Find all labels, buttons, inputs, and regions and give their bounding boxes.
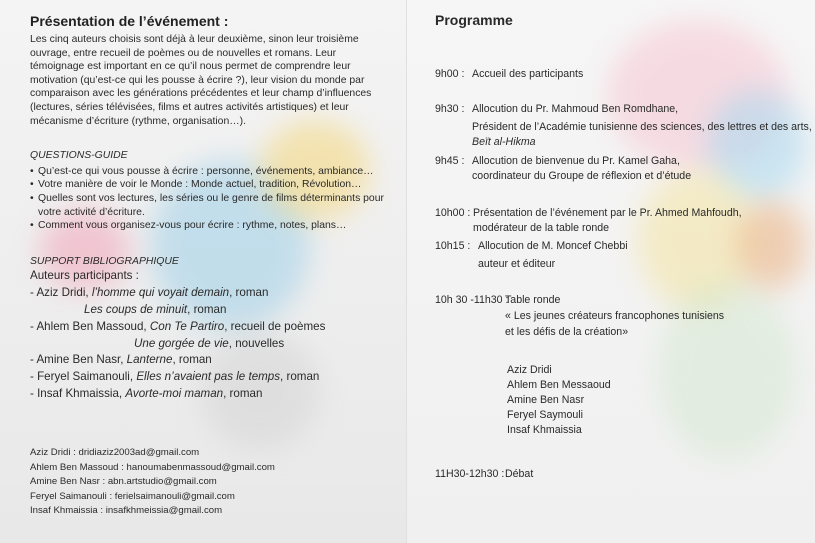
item-time: 9h30 : bbox=[435, 103, 465, 115]
presentation-section bbox=[30, 12, 392, 403]
email-line: Feryel Saimanouli : ferielsaimanouli@gmail.com bbox=[30, 490, 235, 502]
book-genre: , roman bbox=[229, 286, 269, 300]
contact-emails bbox=[30, 446, 275, 519]
paint-splash-orange bbox=[737, 200, 807, 290]
item-desc: Débat bbox=[505, 468, 534, 480]
book-genre: , roman bbox=[187, 302, 227, 316]
question-item: • Quelles sont vos lectures, les séries ou le genre de films déterminants pour votre activité d’écriture. bbox=[30, 192, 392, 219]
item-desc: modérateur de la table ronde bbox=[473, 222, 610, 234]
biblio-entry bbox=[30, 319, 392, 336]
questions-list bbox=[30, 165, 392, 233]
item-time: 9h45 : bbox=[435, 155, 465, 167]
biblio-list bbox=[30, 268, 392, 402]
book-title: Avorte-moi maman bbox=[125, 386, 224, 400]
biblio-entry bbox=[30, 386, 392, 403]
book-genre: , roman bbox=[280, 370, 320, 384]
questions-title: QUESTIONS-GUIDE bbox=[30, 150, 128, 162]
biblio-entry bbox=[30, 336, 392, 353]
book-title: Une gorgée de vie bbox=[134, 336, 229, 350]
book-genre: , roman bbox=[223, 386, 263, 400]
item-time: 11H30-12h30 : bbox=[435, 468, 505, 480]
question-item: • Qu’est-ce qui vous pousse à écrire : personne, événements, ambiance… bbox=[30, 165, 392, 179]
author-name: - Insaf Khmaissia, bbox=[30, 386, 126, 400]
item-desc: « Les jeunes créateurs francophones tunisiens bbox=[505, 310, 725, 322]
item-time: 10h 30 -11h30 : bbox=[435, 294, 509, 306]
item-desc: auteur et éditeur bbox=[478, 258, 556, 270]
book-genre: , nouvelles bbox=[228, 336, 285, 350]
speaker-list bbox=[507, 363, 611, 438]
speaker-name: Amine Ben Nasr bbox=[507, 394, 585, 406]
item-desc: Allocution de M. Moncef Chebbi bbox=[478, 240, 628, 252]
book-title: Lanterne bbox=[126, 353, 173, 367]
question-item: • Votre manière de voir le Monde : Monde actuel, tradition, Révolution… bbox=[30, 178, 392, 192]
book-title: Les coups de minuit bbox=[84, 302, 188, 316]
speaker-name: Aziz Dridi bbox=[507, 364, 552, 376]
email-line: Ahlem Ben Massoud : hanoumabenmassoud@gmail.com bbox=[30, 461, 275, 473]
book-title: Elles n’avaient pas le temps bbox=[136, 370, 281, 384]
book-title: Con Te Partiro bbox=[149, 319, 225, 333]
programme-title: Programme bbox=[435, 12, 513, 28]
paint-splash-green bbox=[657, 280, 797, 460]
biblio-entry bbox=[30, 285, 392, 302]
speaker-name: Ahlem Ben Messaoud bbox=[507, 379, 611, 391]
author-name: - Aziz Dridi, bbox=[30, 286, 92, 300]
item-desc: et les défis de la création» bbox=[505, 326, 629, 338]
item-desc: Allocution de bienvenue du Pr. Kamel Gaha, bbox=[472, 155, 680, 167]
item-desc: Table ronde bbox=[505, 294, 561, 306]
right-page bbox=[407, 0, 815, 543]
item-desc: Président de l’Académie tunisienne des sciences, des lettres et des arts, bbox=[472, 121, 812, 133]
book-genre: , recueil de poèmes bbox=[224, 319, 326, 333]
biblio-subtitle: Auteurs participants : bbox=[30, 269, 139, 283]
item-desc: Accueil des participants bbox=[472, 68, 584, 80]
book-genre: , roman bbox=[172, 353, 212, 367]
author-name: - Ahlem Ben Massoud, bbox=[30, 319, 150, 333]
email-line: Amine Ben Nasr : abn.artstudio@gmail.com bbox=[30, 476, 217, 487]
email-line: Aziz Dridi : dridiaziz2003ad@gmail.com bbox=[30, 447, 200, 458]
biblio-entry bbox=[30, 369, 392, 386]
biblio-entry bbox=[30, 352, 392, 369]
item-desc: coordinateur du Groupe de réflexion et d’étude bbox=[472, 170, 692, 182]
author-name: - Amine Ben Nasr, bbox=[30, 353, 127, 367]
speaker-name: Insaf Khmaissia bbox=[507, 424, 582, 436]
author-name: - Feryel Saimanouli, bbox=[30, 370, 137, 384]
item-time: 10h15 : bbox=[435, 240, 471, 252]
presentation-title: Présentation de l’événement : bbox=[30, 13, 229, 29]
item-time: 9h00 : bbox=[435, 68, 465, 80]
biblio-entry bbox=[30, 302, 392, 319]
email-line: Insaf Khmaissia : insafkhmeissia@gmail.com bbox=[30, 505, 223, 516]
biblio-title: SUPPORT BIBLIOGRAPHIQUE bbox=[30, 255, 179, 267]
book-title: l’homme qui voyait demain bbox=[91, 286, 230, 300]
item-desc: Allocution du Pr. Mahmoud Ben Romdhane, bbox=[472, 103, 679, 115]
item-time: 10h00 : bbox=[435, 207, 471, 219]
question-item: • Comment vous organisez-vous pour écrire : rythme, notes, plans… bbox=[30, 219, 392, 233]
presentation-text: Les cinq auteurs choisis sont déjà à leur deuxième, sinon leur troisième ouvrage, entre recueil de poèmes ou de nouvelles et romans. Leur témoignage est important en ce qu’il nous permet de comprendre leur motivation (qu’est-ce qui les pousse à écrire ?), leur vision du monde par comparaison avec les générations précédentes et leur champ d’influences (lectures, séries télévisées, films et autres activités artistiques) et leur mécanisme d’écriture (rythme, organisation…). bbox=[30, 34, 372, 127]
left-page bbox=[0, 0, 407, 543]
item-desc: Présentation de l’événement par le Pr. Ahmed Mahfoudh, bbox=[473, 207, 742, 219]
speaker-name: Feryel Saymouli bbox=[507, 409, 583, 421]
item-desc: Beït al-Hikma bbox=[472, 136, 536, 148]
